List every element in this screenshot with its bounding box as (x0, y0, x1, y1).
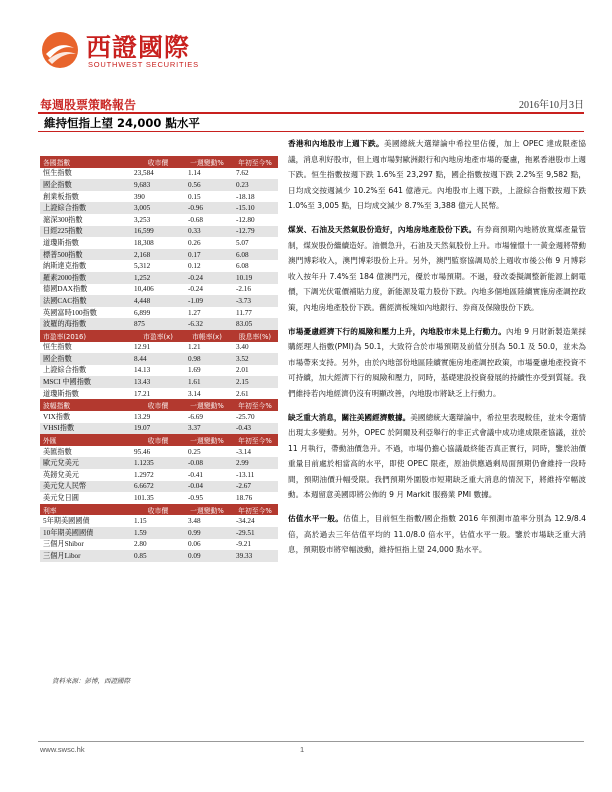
row-value: 0.06 (188, 540, 201, 549)
row-value: 1.27 (188, 308, 201, 317)
row-value: 3.40 (236, 343, 249, 352)
header-cell: 收市價 (147, 158, 169, 167)
row-value: 10,406 (134, 285, 154, 294)
header-cell: 各國指數 (43, 158, 71, 167)
row-label: 羅素2000指數 (43, 273, 87, 282)
row-value: 9,683 (134, 180, 151, 189)
table-row (40, 376, 278, 388)
row-label: 國企指數 (43, 180, 72, 189)
row-value: 6.6672 (134, 482, 154, 491)
row-value: 19.07 (134, 424, 151, 433)
row-value: -6.32 (188, 320, 203, 329)
header-cell: 波幅指數 (43, 402, 71, 411)
row-value: 2.01 (236, 366, 249, 375)
row-label: 國企指數 (43, 354, 72, 363)
header-cell: 市帳率(x) (192, 332, 222, 341)
row-value: 17.21 (134, 389, 151, 398)
row-label: 英國富時100指數 (43, 308, 97, 317)
row-value: 0.99 (188, 528, 201, 537)
header-cell: 年初至今% (238, 402, 272, 411)
row-value: -18.18 (236, 192, 255, 201)
row-value: 6,899 (134, 308, 151, 317)
row-label: 道瓊斯指數 (43, 238, 79, 247)
table-row (40, 411, 278, 423)
paragraph-body: 有券商預期內地將放寬煤產量管制，煤炭股份繼續造好。油價急升，石油及天然氣股份上升。市場憧憬十一黃金週將帶動澳門博彩收入，澳門博彩股份上升。另外，澳門監察協調局於上週收市後公佈 9 月博彩收入按年升 7.4%至 184 億澳門元，優於市場預期。不過，發改委擬調整新能源上網電價，下調光伏電價補貼力度，新能源及電力股份下跌。內地多個地區陸續實施房產調控政策，內地房地產股份下跌。舊經濟板塊如內地銀行、券商及保險股份下跌。 (288, 224, 587, 312)
header-cell: 外匯 (43, 437, 57, 446)
paragraph-lead: 香港和內地股市上週下跌。 (288, 139, 385, 148)
header-cell: 年初至今% (238, 506, 272, 515)
row-value: 16,599 (134, 227, 154, 236)
table-row (40, 191, 278, 203)
row-value: 0.33 (188, 227, 201, 236)
row-value: -0.41 (188, 470, 203, 479)
commentary-paragraph (288, 511, 586, 558)
row-value: -1.09 (188, 296, 203, 305)
row-value: -34.24 (236, 517, 255, 526)
row-value: -2.16 (236, 285, 251, 294)
row-value: 14.13 (134, 366, 151, 375)
table-row (40, 353, 278, 365)
row-value: 1.21 (188, 343, 201, 352)
row-value: -0.24 (188, 285, 203, 294)
row-value: 18.76 (236, 494, 253, 503)
table-section-header (40, 434, 278, 446)
row-value: -12.79 (236, 227, 255, 236)
commentary-column (288, 136, 586, 566)
row-value: 1.61 (188, 378, 201, 387)
row-value: 12.91 (134, 343, 151, 352)
table-row (40, 272, 278, 284)
row-value: 1.15 (134, 517, 147, 526)
table-section-header (40, 504, 278, 516)
table-row (40, 295, 278, 307)
brand-name-en: SOUTHWEST SECURITIES (88, 60, 199, 69)
row-value: 0.25 (188, 447, 201, 456)
row-value: -0.08 (188, 459, 203, 468)
row-label: 三個月Libor (43, 551, 81, 560)
commentary-paragraph (288, 410, 586, 504)
paragraph-body: 內地 9 月財新製造業採購經理人指數(PMI)為 50.1，大致符合於市場預期及前值分別為 50.1 及 50.0，並未為市場帶來支持。另外，由於內地部份地區陸續實施房地產調控政策，市場憂慮地產投資不可持續，加大經濟下行的風險和壓力，同時，基礎建設投資發展的持續性亦受到質疑。我們維持若內地經濟仍沒有明顯改善，內地股市將缺乏上行動力。 (288, 326, 586, 398)
table-row (40, 214, 278, 226)
table-row (40, 423, 278, 435)
row-value: 390 (134, 192, 145, 201)
row-value: 3.37 (188, 424, 201, 433)
row-value: -9.21 (236, 540, 251, 549)
header-cell: 市盈率(2016) (43, 332, 86, 341)
row-value: 0.12 (188, 262, 201, 271)
table-row (40, 365, 278, 377)
row-label: 標普500指數 (43, 250, 83, 259)
table-row (40, 469, 278, 481)
row-value: 101.35 (134, 494, 154, 503)
row-label: 上證綜合指數 (43, 204, 87, 213)
table-row (40, 168, 278, 180)
row-value: 1.59 (134, 528, 147, 537)
report-title: 每週股票策略報告 (40, 98, 137, 112)
paragraph-body: 美國總統大選辯論中，希拉里表現較佳，並未令選情出現太多變動。另外，OPEC 於阿爾及利亞舉行的非正式會議中成功達成限產協議，並於 11 月執行，帶動油價急升。不過，市場仍擔心協議最終能否真正實行，同時，鑒於油價重量目前處於相當高的水平，即使 OPEC 限產，原油供應過剩局面預期仍會維持一段時間，預期油價升幅受限。我們預期外圍股市短期缺乏重大消息的情況下，將維持窄幅波動。本週留意美國即將公佈的 9 月 Markit 服務業 PMI 數據。 (288, 412, 587, 500)
table-row (40, 179, 278, 191)
row-value: 6.08 (236, 262, 249, 271)
header-cell: 年初至今% (238, 158, 272, 167)
row-label: 創業板指數 (43, 192, 79, 201)
commentary-paragraph (288, 136, 586, 214)
row-label: 滬深300指數 (43, 215, 83, 224)
table-row (40, 388, 278, 400)
row-value: 95.46 (134, 447, 151, 456)
paragraph-lead: 市場憂慮經濟下行的風險和壓力上升，內地股市未見上行動力。 (288, 326, 507, 336)
row-value: 6.08 (236, 250, 249, 259)
header-cell: 利率 (43, 506, 57, 515)
table-row (40, 539, 278, 551)
row-value: -0.43 (236, 424, 251, 433)
row-value: -13.11 (236, 470, 255, 479)
row-value: 2.99 (236, 459, 249, 468)
table-row (40, 492, 278, 504)
paragraph-lead: 煤炭、石油及天然氣股份造好，內地房地產股份下跌。 (288, 224, 477, 234)
row-value: 3.14 (188, 389, 201, 398)
header-cell: 收市價 (147, 506, 169, 515)
header-cell: 收市價 (147, 402, 169, 411)
row-value: -6.69 (188, 412, 203, 421)
header-cell: 市盈率(x) (143, 332, 173, 341)
footer-divider (38, 741, 584, 742)
row-value: 3,005 (134, 204, 151, 213)
header-cell: 一週變動% (190, 437, 224, 446)
header-cell: 收市價 (147, 437, 169, 446)
paragraph-lead: 估值水平一般。 (288, 514, 344, 524)
paragraph-lead: 缺乏重大消息，關注美國經濟數據。 (288, 412, 411, 422)
row-label: 三個月Shibor (43, 540, 84, 549)
table-row (40, 226, 278, 238)
table-row (40, 515, 278, 527)
row-value: 18,308 (134, 238, 154, 247)
table-row (40, 527, 278, 539)
headline-divider (38, 131, 584, 132)
report-date: 2016年10月3日 (519, 100, 584, 111)
row-value: -15.10 (236, 204, 255, 213)
row-value: 11.77 (236, 308, 252, 317)
brand-logo (40, 28, 240, 78)
row-value: 3.48 (188, 517, 201, 526)
brand-name-cn: 西證國際 (86, 33, 191, 62)
row-value: 13.43 (134, 378, 151, 387)
logo-icon (40, 30, 80, 70)
market-data-table (40, 156, 278, 562)
row-value: -0.24 (188, 273, 203, 282)
row-value: 2,168 (134, 250, 151, 259)
row-label: 恒生指數 (43, 169, 72, 178)
row-value: 0.15 (188, 192, 201, 201)
header-cell: 一週變動% (190, 158, 224, 167)
row-label: 英鎊兌美元 (43, 470, 79, 479)
commentary-paragraph (288, 324, 586, 402)
header-cell: 股息率(%) (238, 332, 272, 341)
row-value: 2.80 (134, 540, 147, 549)
table-row (40, 457, 278, 469)
table-row (40, 446, 278, 458)
row-value: -0.96 (188, 204, 203, 213)
row-value: 1.2972 (134, 470, 154, 479)
table-row (40, 550, 278, 562)
row-label: VHSI指數 (43, 424, 75, 433)
row-label: 歐元兌美元 (43, 459, 79, 468)
commentary-paragraph (288, 222, 586, 316)
row-value: -29.51 (236, 528, 255, 537)
table-section-header (40, 156, 278, 168)
row-value: 1.1235 (134, 459, 154, 468)
row-label: 5年期美國國債 (43, 517, 90, 526)
row-value: 1,252 (134, 273, 151, 282)
row-value: 0.85 (134, 551, 147, 560)
header-cell: 一週變動% (190, 402, 224, 411)
row-value: 39.33 (236, 551, 253, 560)
table-section-header (40, 399, 278, 411)
row-value: -12.80 (236, 215, 255, 224)
row-label: 美匯指數 (43, 447, 72, 456)
table-row (40, 284, 278, 296)
row-label: 道瓊斯指數 (43, 389, 79, 398)
footer-url: www.swsc.hk (40, 745, 85, 754)
title-divider (38, 112, 584, 114)
row-label: 美元兌人民幣 (43, 482, 87, 491)
row-label: 日經225指數 (43, 227, 83, 236)
row-value: 0.98 (188, 354, 201, 363)
row-value: 4,448 (134, 296, 151, 305)
row-value: 13.29 (134, 412, 151, 421)
row-label: MSCI 中國指數 (43, 378, 92, 387)
row-value: 5.07 (236, 238, 249, 247)
table-source-note: 資料來源：彭博，西證國際 (52, 677, 130, 685)
row-value: 8.44 (134, 354, 147, 363)
row-value: 1.69 (188, 366, 201, 375)
report-headline: 維持恒指上望 24,000 點水平 (44, 116, 200, 130)
row-value: -3.14 (236, 447, 251, 456)
row-value: 0.23 (236, 180, 249, 189)
row-label: 美元兌日圓 (43, 494, 79, 503)
table-row (40, 307, 278, 319)
row-value: -2.67 (236, 482, 251, 491)
table-row (40, 260, 278, 272)
row-value: -0.68 (188, 215, 203, 224)
row-label: VIX指數 (43, 412, 71, 421)
table-row (40, 318, 278, 330)
row-value: -0.95 (188, 494, 203, 503)
row-label: 法國CAC指數 (43, 296, 87, 305)
row-label: 恒生指數 (43, 343, 72, 352)
row-value: 3.52 (236, 354, 249, 363)
row-label: 上證綜合指數 (43, 366, 87, 375)
row-value: 875 (134, 320, 145, 329)
page-number: 1 (300, 745, 305, 754)
paragraph-body: 估值上，目前恒生指數/國企指數 2016 年預測市盈率分別為 12.9/8.4 倍，高於過去三年估值平均的 11.0/8.0 倍水平，估值水平一般。鑒於市場缺乏重大消息，預期股市將窄幅波動，維持恒指上望 24,000 點水平。 (288, 514, 587, 555)
row-value: -0.04 (188, 482, 203, 491)
row-value: 10.19 (236, 273, 253, 282)
row-label: 納斯達克指數 (43, 262, 87, 271)
row-value: 2.61 (236, 389, 249, 398)
row-value: 5,312 (134, 262, 151, 271)
row-value: 3,253 (134, 215, 151, 224)
row-label: 德國DAX指數 (43, 285, 88, 294)
table-row (40, 237, 278, 249)
header-cell: 一週變動% (190, 506, 224, 515)
row-value: 0.09 (188, 551, 201, 560)
row-value: -25.70 (236, 412, 255, 421)
table-row (40, 481, 278, 493)
table-row (40, 202, 278, 214)
row-value: 23,584 (134, 169, 154, 178)
row-value: 0.26 (188, 238, 201, 247)
paragraph-body: 美國總統大選辯論中希拉里佔優，加上 OPEC 達成限產協議，消息利好股市，但上週市場對歐洲銀行和內地房地產市場的憂慮，拖累香港股市上週下跌。恒生指數按週下跌 1.6%至 23,297 點，國企指數按週下跌 2.2%至 9,582 點，日均成交按週減少 10.2%至 641 億港元。內地股市上週下跌，上證綜合指數按週下跌 1.0%至 3,005 點，日均成交減少 8.7%至 3,388 億元人民幣。 (288, 139, 587, 211)
table-row (40, 249, 278, 261)
row-value: 7.62 (236, 169, 249, 178)
row-value: 2.15 (236, 378, 249, 387)
row-label: 10年期美國國債 (43, 528, 94, 537)
table-section-header (40, 330, 278, 342)
header-cell: 年初至今% (238, 437, 272, 446)
row-value: 0.56 (188, 180, 201, 189)
row-value: 0.17 (188, 250, 201, 259)
row-value: 1.14 (188, 169, 201, 178)
row-value: -3.73 (236, 296, 251, 305)
row-value: 83.05 (236, 320, 253, 329)
table-row (40, 342, 278, 354)
row-label: 波羅的海指數 (43, 320, 87, 329)
